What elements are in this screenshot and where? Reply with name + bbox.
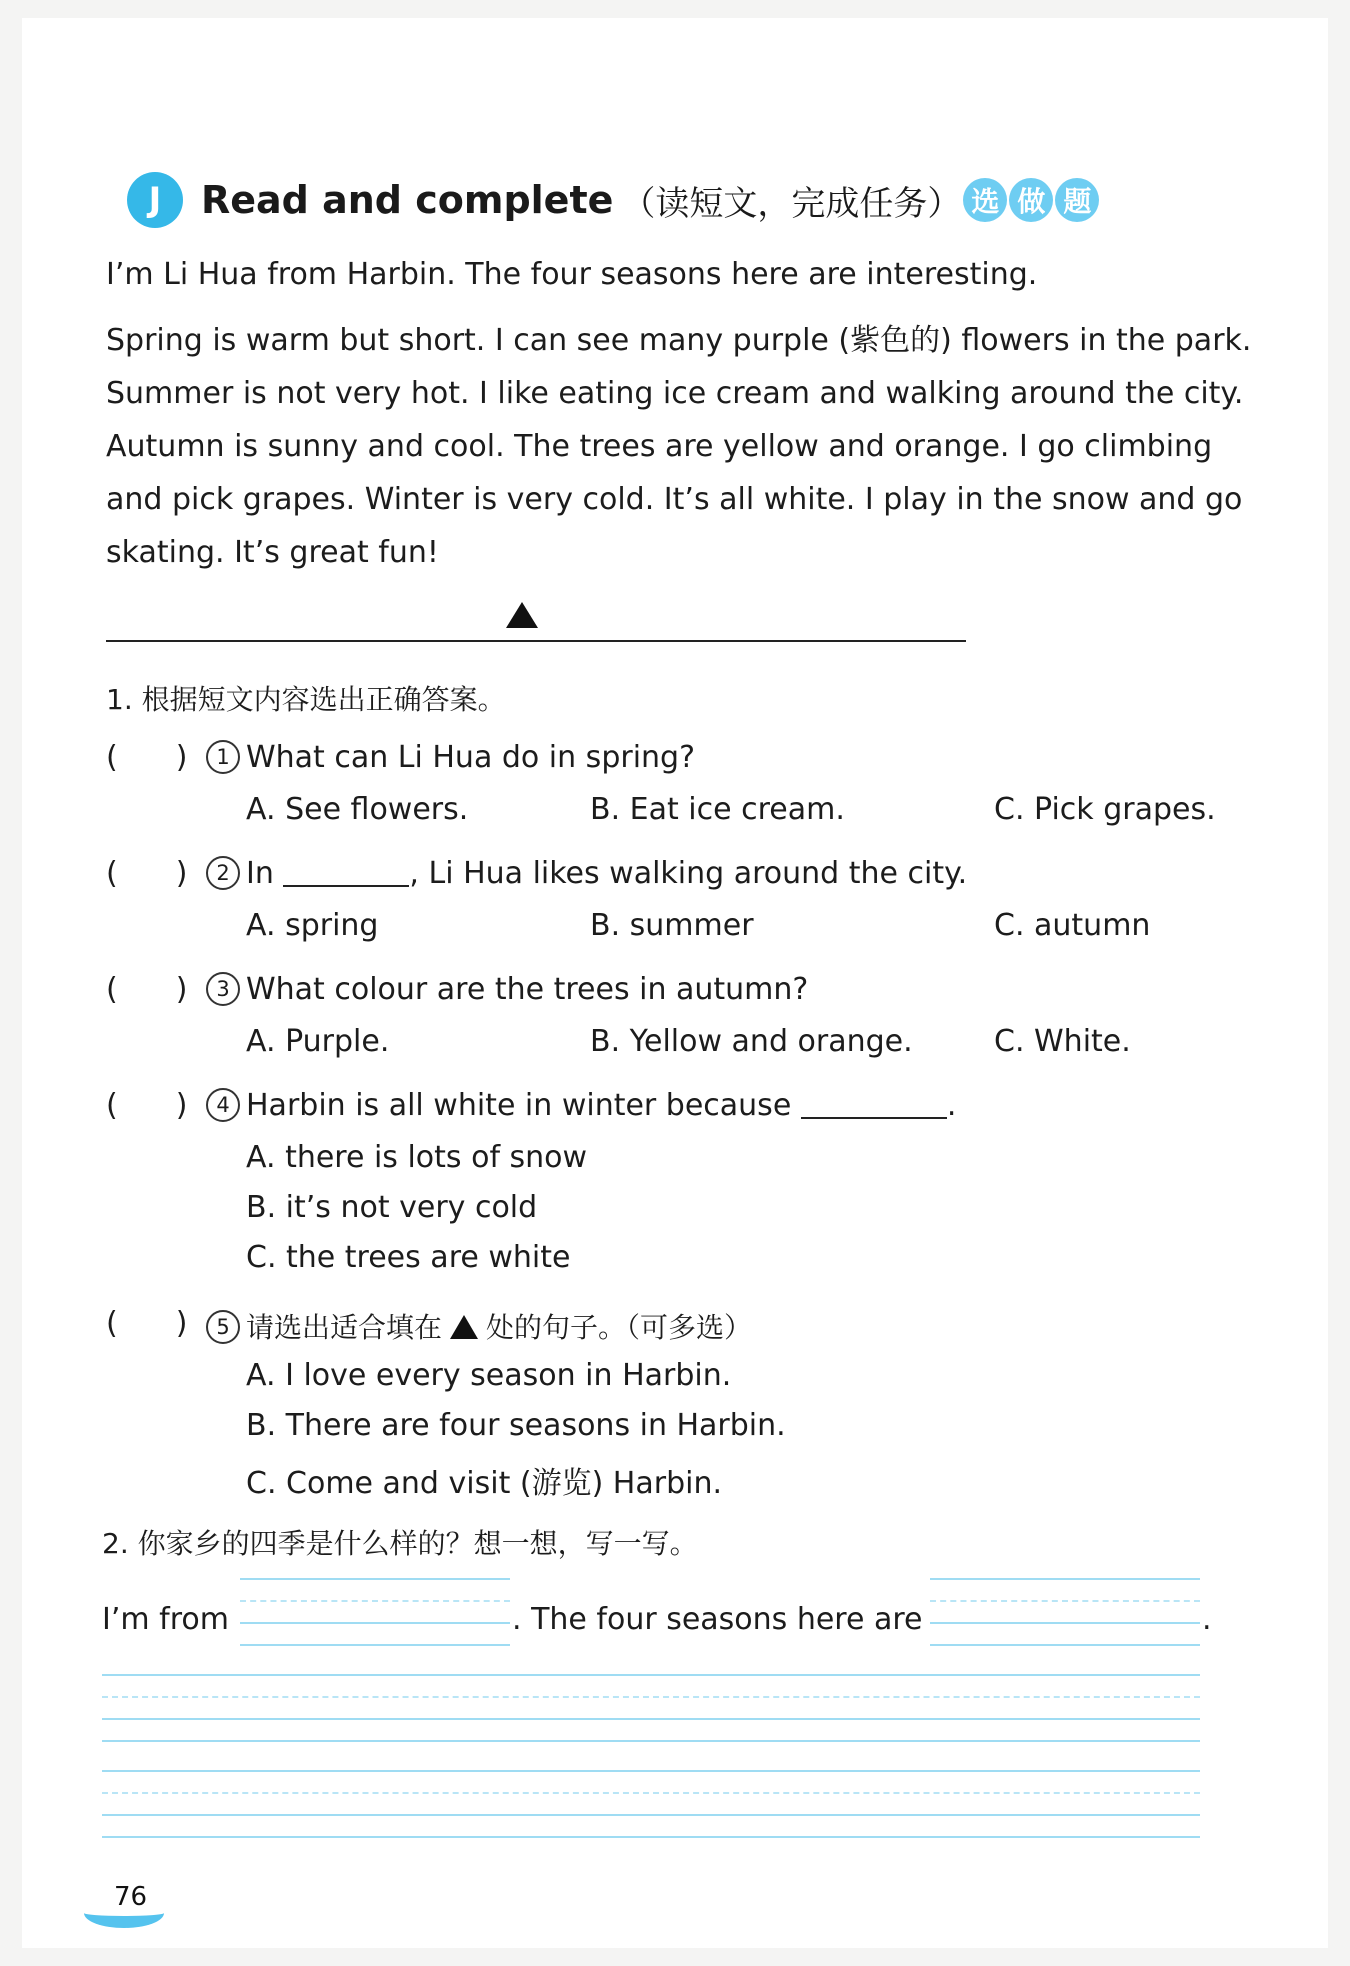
question-1: 1 What can Li Hua do in spring? (206, 740, 695, 775)
option-c: C. autumn (994, 908, 1151, 943)
question-5: 5 请选出适合填在 处的句子。（可多选） (206, 1306, 752, 1346)
option-b: B. There are four seasons in Harbin. (246, 1408, 786, 1443)
answer-bracket[interactable]: ( ) (106, 740, 188, 775)
writing-prompt-end: . (1202, 1602, 1212, 1637)
question-number: 4 (206, 1088, 240, 1122)
section-title-cn: （读短文，完成任务） (621, 183, 962, 224)
question-number: 5 (206, 1310, 240, 1344)
passage-intro: I’m Li Hua from Harbin. The four seasons here are interesting. (106, 257, 1038, 292)
option-c: C. White. (994, 1024, 1131, 1059)
fill-blank[interactable] (801, 1117, 947, 1119)
option-a: A. I love every season in Harbin. (246, 1358, 732, 1393)
question-3: 3 What colour are the trees in autumn? (206, 972, 808, 1007)
page-swoosh-icon (84, 1898, 164, 1928)
triangle-marker-icon (506, 602, 538, 628)
question-number: 3 (206, 972, 240, 1006)
option-c: C. the trees are white (246, 1240, 571, 1275)
question-4: 4 Harbin is all white in winter because . (206, 1088, 956, 1123)
answer-bracket[interactable]: ( ) (106, 1306, 188, 1341)
task2-heading: 2. 你家乡的四季是什么样的？想一想，写一写。 (102, 1527, 698, 1560)
question-number: 2 (206, 856, 240, 890)
option-b: B. summer (590, 908, 754, 943)
passage-line: Autumn is sunny and cool. The trees are yellow and orange. I go climbing (106, 429, 1213, 464)
option-a: A. See flowers. (246, 792, 469, 827)
divider-line (106, 640, 966, 642)
section-letter-badge: J (127, 172, 183, 228)
answer-bracket[interactable]: ( ) (106, 856, 188, 891)
optional-tag-3: 题 (1055, 178, 1099, 222)
optional-tag-1: 选 (963, 178, 1007, 222)
passage-line: Spring is warm but short. I can see many purple (紫色的) flowers in the park. (106, 323, 1252, 358)
fill-blank[interactable] (283, 885, 409, 887)
option-b: B. Yellow and orange. (590, 1024, 913, 1059)
question-number: 1 (206, 740, 240, 774)
optional-tag-2: 做 (1009, 178, 1053, 222)
section-header (127, 168, 1099, 232)
passage-line: Summer is not very hot. I like eating ice cream and walking around the city. (106, 376, 1244, 411)
passage-line: skating. It’s great fun! (106, 535, 439, 570)
passage-line: and pick grapes. Winter is very cold. It’s all white. I play in the snow and go (106, 482, 1243, 517)
option-a: A. Purple. (246, 1024, 390, 1059)
answer-bracket[interactable]: ( ) (106, 1088, 188, 1123)
option-c: C. Come and visit (游览) Harbin. (246, 1466, 723, 1501)
option-a: A. spring (246, 908, 379, 943)
option-b: B. it’s not very cold (246, 1190, 538, 1225)
writing-prompt-start: I’m from (102, 1602, 229, 1637)
option-b: B. Eat ice cream. (590, 792, 845, 827)
passage-body (106, 314, 1251, 579)
question-2: 2 In , Li Hua likes walking around the city. (206, 856, 967, 891)
workbook-page (22, 18, 1328, 1948)
option-a: A. there is lots of snow (246, 1140, 588, 1175)
section-title: Read and complete (201, 178, 614, 222)
answer-bracket[interactable]: ( ) (106, 972, 188, 1007)
triangle-marker-icon (450, 1315, 478, 1339)
page-number: 76 (114, 1882, 148, 1912)
option-c: C. Pick grapes. (994, 792, 1216, 827)
writing-prompt-middle: . The four seasons here are (512, 1602, 923, 1637)
task1-heading: 1. 根据短文内容选出正确答案。 (106, 683, 506, 716)
